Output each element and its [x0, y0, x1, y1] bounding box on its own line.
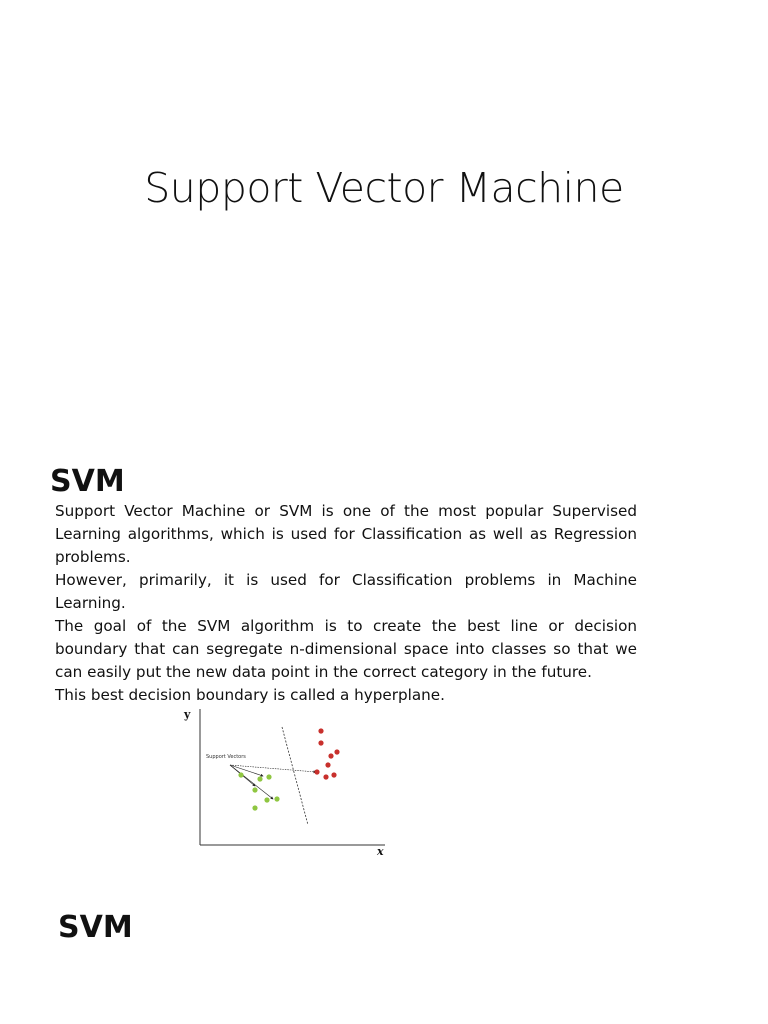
class-b-point — [323, 774, 328, 779]
class-a-point — [238, 772, 243, 777]
class-a-point — [252, 805, 257, 810]
class-b-point — [331, 772, 336, 777]
section-heading-svm-2: SVM — [58, 910, 133, 945]
class-a-points — [238, 772, 279, 810]
svm-description — [55, 500, 637, 707]
paragraph-hyperplane: This best decision boundary is called a hyperplane. — [55, 686, 445, 704]
paragraph-definition: Support Vector Machine or SVM is one of the most popular Supervised Learning algorithms, which is used for Classification as well as Regression problems. — [55, 502, 637, 566]
support-vectors-label: Support Vectors — [206, 754, 246, 760]
class-a-point — [264, 797, 269, 802]
slide-title: Support Vector Machine — [144, 164, 624, 212]
x-axis-label: x — [377, 845, 384, 858]
class-a-point — [266, 774, 271, 779]
class-b-point — [318, 728, 323, 733]
class-b-point — [318, 740, 323, 745]
class-b-point — [334, 749, 339, 754]
section-heading-svm: SVM — [50, 464, 125, 499]
class-b-point — [314, 769, 319, 774]
paragraph-goal: The goal of the SVM algorithm is to create the best line or decision boundary that can segregate n-dimensional space into classes so that we can easily put the new data point in the correct category in the future. — [55, 617, 637, 681]
svm-hyperplane-figure — [175, 703, 395, 863]
hyperplane-line — [282, 727, 308, 825]
arrow-to-support-vector-1 — [230, 765, 316, 772]
paragraph-primary-use: However, primarily, it is used for Classification problems in Machine Learning. — [55, 571, 637, 612]
class-a-point — [257, 776, 262, 781]
class-b-points — [314, 728, 339, 779]
class-b-point — [325, 762, 330, 767]
class-b-point — [328, 753, 333, 758]
class-a-point — [274, 796, 279, 801]
arrow-to-support-vector-2 — [230, 765, 263, 776]
class-a-point — [252, 787, 257, 792]
y-axis-label: y — [184, 708, 191, 721]
